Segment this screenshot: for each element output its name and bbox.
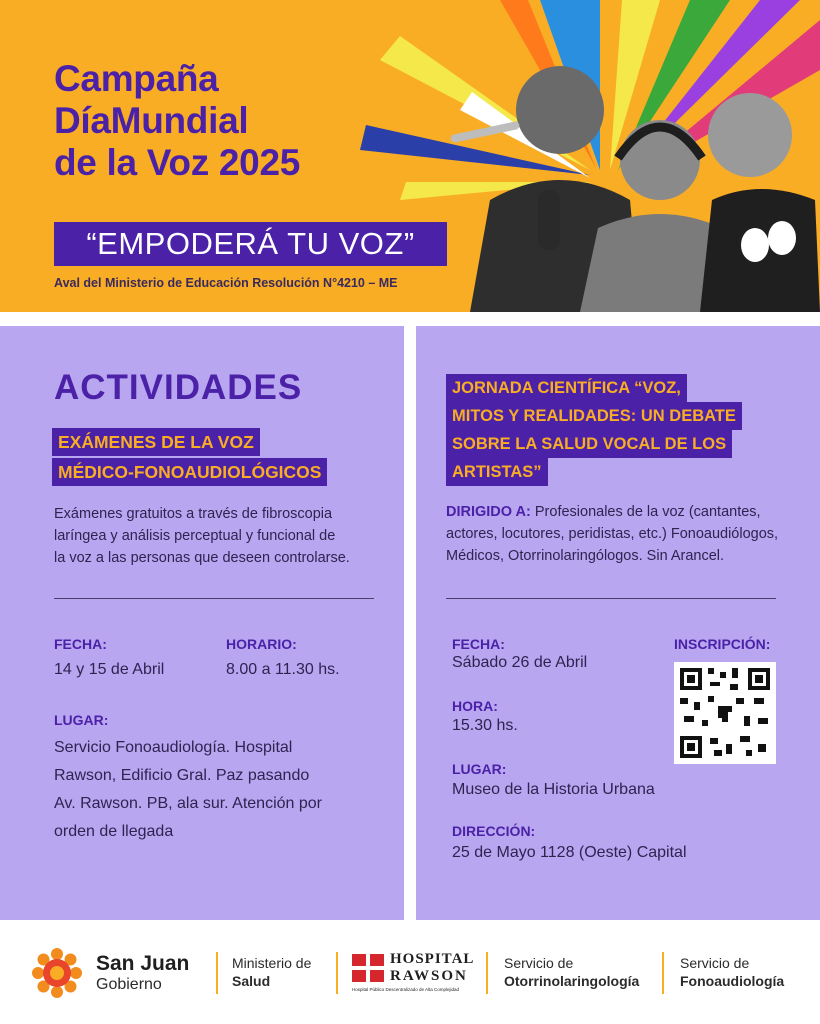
- actividades-heading: ACTIVIDADES: [54, 368, 303, 407]
- jornada-title-line: [446, 402, 742, 430]
- ministry-endorsement: Aval del Ministerio de Educación Resolución N°4210 – ME: [54, 276, 398, 290]
- fecha-label: FECHA:: [452, 636, 505, 652]
- theatre-mask-icon: [741, 228, 769, 262]
- exam-description: [54, 503, 384, 569]
- san-juan-sub: Gobierno: [96, 976, 162, 993]
- hospital-name-line2: RAWSON: [390, 968, 468, 984]
- separator: [336, 952, 338, 994]
- exam-title-highlight: EXÁMENES DE LA VOZ: [52, 428, 260, 456]
- title-line: DíaMundial: [54, 100, 249, 141]
- dirigido-value: Profesionales de la voz (cantantes,: [530, 504, 761, 520]
- jornada-title-highlight: JORNADA CIENTÍFICA “VOZ,: [446, 374, 687, 402]
- fecha-value: Sábado 26 de Abril: [452, 654, 588, 671]
- campaign-slogan: “EMPODERÁ TU VOZ”: [54, 222, 447, 266]
- jornada-title-line: [446, 458, 548, 486]
- otorrino-line2: Otorrinolaringología: [504, 973, 640, 989]
- description-line: Exámenes gratuitos a través de fibroscopia: [54, 506, 333, 522]
- lugar-line: Rawson, Edificio Gral. Paz pasando: [54, 767, 310, 784]
- artists-photo-collage: [360, 0, 820, 312]
- lugar-label: LUGAR:: [452, 761, 507, 777]
- jornada-title-highlight: MITOS Y REALIDADES: UN DEBATE: [446, 402, 742, 430]
- host-head: [620, 120, 700, 200]
- direccion-value: 25 de Mayo 1128 (Oeste) Capital: [452, 844, 687, 861]
- dirigido-line: Médicos, Otorrinolaringólogos. Sin Arancel.: [446, 548, 725, 564]
- horario-value: 8.00 a 11.30 hs.: [226, 661, 340, 678]
- lugar-line: orden de llegada: [54, 823, 174, 840]
- separator: [662, 952, 664, 994]
- lugar-label: LUGAR:: [54, 712, 109, 728]
- campaign-header: [0, 0, 820, 312]
- hospital-name-line1: HOSPITAL: [390, 951, 475, 967]
- san-juan-sun-logo-icon: [32, 948, 82, 998]
- campaign-title: [54, 58, 300, 184]
- fono-line2: Fonoaudiología: [680, 973, 785, 989]
- separator: [216, 952, 218, 994]
- description-line: la voz a las personas que deseen controlarse.: [54, 550, 350, 566]
- dirigido-label: DIRIGIDO A:: [446, 504, 531, 520]
- san-juan-name: San Juan: [96, 952, 190, 975]
- jornada-panel: [416, 326, 820, 920]
- description-line: laríngea y análisis perceptual y funcional de: [54, 528, 336, 544]
- studio-mic-icon: [538, 190, 560, 250]
- jornada-title-line: [446, 430, 732, 458]
- exam-title-line: [52, 428, 260, 456]
- lugar-line: Av. Rawson. PB, ala sur. Atención por: [54, 795, 322, 812]
- lugar-value: [54, 734, 374, 846]
- fecha-value: 14 y 15 de Abril: [54, 661, 165, 678]
- jornada-title-line: [446, 374, 687, 402]
- direccion-label: DIRECCIÓN:: [452, 823, 536, 839]
- theatre-mask-icon: [768, 221, 796, 255]
- inscripcion-qr-code[interactable]: [674, 662, 776, 764]
- dirigido-text: [446, 501, 794, 567]
- lugar-value: Museo de la Historia Urbana: [452, 781, 655, 798]
- ministerio-line1: Ministerio de: [232, 955, 312, 971]
- title-line: Campaña: [54, 58, 219, 99]
- hora-label: HORA:: [452, 698, 498, 714]
- jornada-title-highlight: SOBRE LA SALUD VOCAL DE LOS: [446, 430, 732, 458]
- exam-title-highlight: MÉDICO-FONOAUDIOLÓGICOS: [52, 458, 327, 486]
- qr-center-logo-icon: [718, 706, 732, 722]
- fecha-label: FECHA:: [54, 636, 107, 652]
- exam-title-line: [52, 458, 327, 486]
- jornada-title-highlight: ARTISTAS”: [446, 458, 548, 486]
- qr-finder-core: [687, 675, 695, 683]
- ministerio-line2: Salud: [232, 973, 271, 989]
- separator: [486, 952, 488, 994]
- divider: [446, 598, 776, 599]
- horario-label: HORARIO:: [226, 636, 297, 652]
- lugar-line: Servicio Fonoaudiología. Hospital: [54, 739, 293, 756]
- singer-head: [516, 66, 604, 154]
- divider: [54, 598, 374, 599]
- title-line: de la Voz 2025: [54, 142, 301, 183]
- qr-finder-core: [755, 675, 763, 683]
- qr-finder-core: [687, 743, 695, 751]
- inscripcion-label: INSCRIPCIÓN:: [674, 636, 771, 652]
- fono-line1: Servicio de: [680, 955, 750, 971]
- dirigido-line: [446, 501, 794, 523]
- otorrino-line1: Servicio de: [504, 955, 574, 971]
- dirigido-line: actores, locutores, peridistas, etc.) Fonoaudiólogos,: [446, 526, 779, 542]
- hospital-tagline: Hospital Público Descentralizado de Alta Complejidad: [352, 987, 460, 992]
- actividades-panel: [0, 326, 404, 920]
- hospital-cross-logo-icon: [352, 954, 384, 982]
- hora-value: 15.30 hs.: [452, 717, 518, 734]
- sponsors-footer: [0, 922, 820, 1024]
- actor-head: [708, 93, 792, 177]
